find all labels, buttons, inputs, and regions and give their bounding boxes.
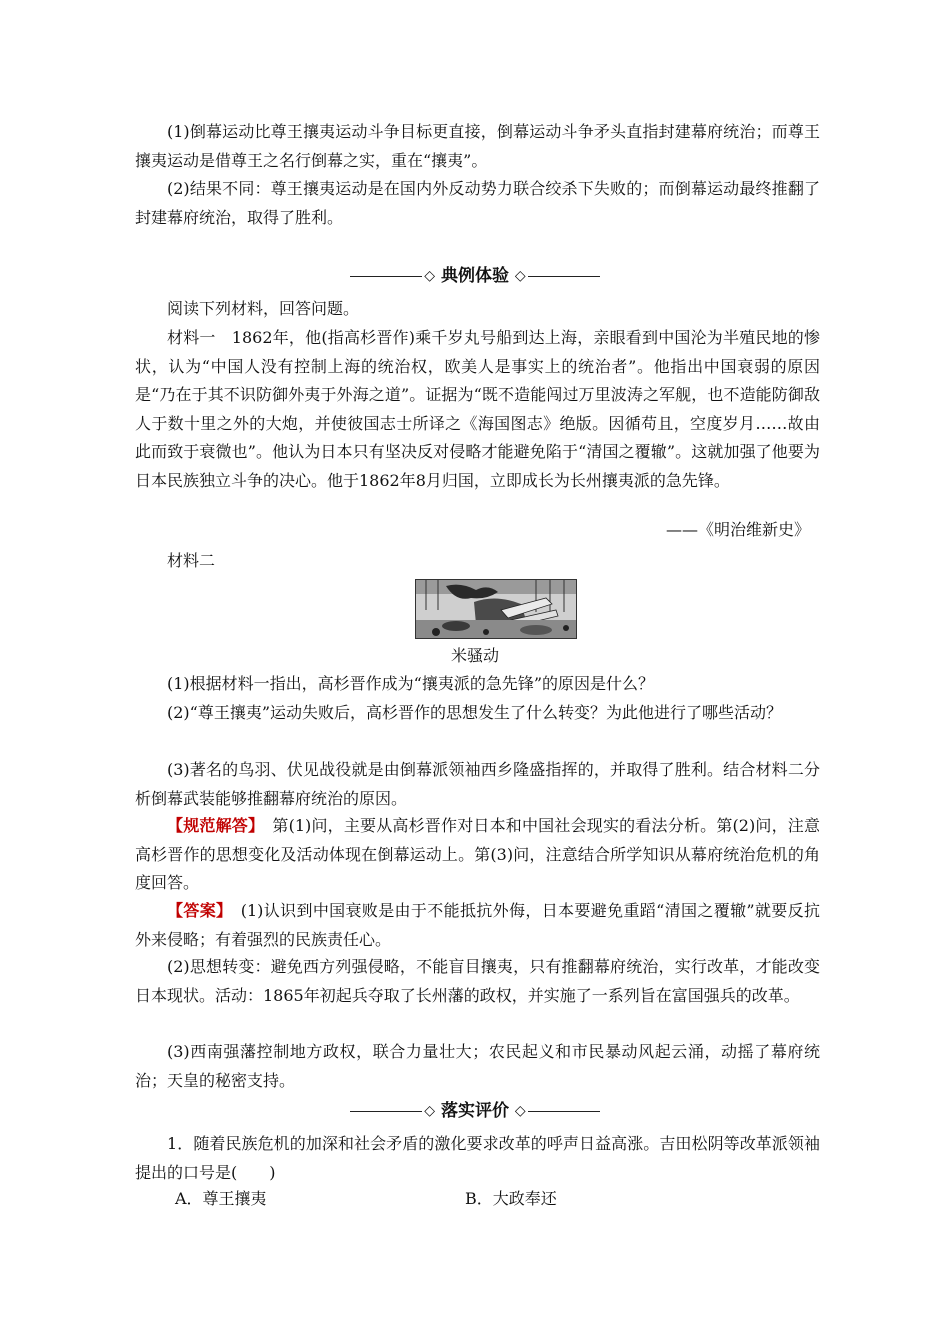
section-title: 典例体验 [441,266,509,286]
material-2-label: 材料二 [167,551,216,570]
diamond-icon: ◇ [514,1103,526,1119]
section-title: 落实评价 [441,1101,509,1121]
option-b: B．大政奉还 [465,1189,557,1208]
diamond-icon: ◇ [424,268,436,284]
guide-paragraph [135,812,820,898]
answer-paragraph-2: (2)思想转变：避免西方列强侵略，不能盲目攘夷，只有推翻幕府统治，实行改革，才能改变日本现状。活动：1865年初起兵夺取了长州藩的政权，并实施了一系列旨在富国强兵的改革。 [135,957,820,1005]
divider-line-right [528,276,600,277]
example-lead: 阅读下列材料，回答问题。 [167,299,360,318]
question-1: (1)根据材料一指出，高杉晋作成为“攘夷派的急先锋”的原因是什么？ [167,674,655,693]
answer-paragraph-1 [135,897,820,954]
intro-paragraph-2: (2)结果不同：尊王攘夷运动是在国内外反动势力联合绞杀下失败的；而倒幕运动最终推翻了封建幕府统治，取得了胜利。 [135,179,820,227]
guide-tag: 【规范解答】 [167,816,257,835]
divider-line-right [528,1111,600,1112]
divider-line-left [350,276,422,277]
answer-paragraph-3: (3)西南强藩控制地方政权，联合力量壮大；农民起义和市民暴动风起云涌，动摇了幕府统治；天皇的秘密支持。 [135,1042,820,1090]
question-2: (2)“尊王攘夷”运动失败后，高杉晋作的思想发生了什么转变？为此他进行了哪些活动？ [167,703,783,722]
question-3: (3)著名的鸟羽、伏见战役就是由倒幕派领袖西乡隆盛指挥的，并取得了胜利。结合材料二分析倒幕武装能够推翻幕府统治的原因。 [135,760,820,808]
guide-text: 第(1)问，主要从高杉晋作对日本和中国社会现实的看法分析。第(2)问，注意高杉晋作的思想变化及活动体现在倒幕运动上。第(3)问，注意结合所学知识从幕府统治危机的角度回答。 [135,816,820,892]
diamond-icon: ◇ [424,1103,436,1119]
section-header-examples [0,264,950,288]
engraving-illustration [416,580,576,638]
option-a: A．尊王攘夷 [175,1189,267,1208]
answer-text-1: (1)认识到中国衰败是由于不能抵抗外侮，日本要避免重蹈“清国之覆辙”就要反抗外来侵略；有着强烈的民族责任心。 [135,901,820,949]
answer-tag: 【答案】 [167,901,225,920]
divider-line-left [350,1111,422,1112]
material-1: 材料一 1862年，他(指高杉晋作)乘千岁丸号船到达上海，亲眼看到中国沦为半殖民地的惨状，认为“中国人没有控制上海的统治权，欧美人是事实上的统治者”。他指出中国衰弱的原因是“乃在于其不识防御外夷于外海之道”。证据为“既不造能闯过万里波涛之军舰，也不造能防御敌人于数十里之外的大炮，并使彼国志士所译之《海国图志》绝版。因循苟且，空度岁月……故由此而致于衰微也”。他认为日本只有坚决反对侵略才能避免陷于“清国之覆辙”。这就加强了他要为日本民族独立斗争的决心。他于1862年8月归国，立即成长为长州攘夷派的急先锋。 [135,328,820,490]
intro-paragraph-1: (1)倒幕运动比尊王攘夷运动斗争目标更直接，倒幕运动斗争矛头直指封建幕府统治；而尊王攘夷运动是借尊王之名行倒幕之实，重在“攘夷”。 [135,122,820,170]
figure-caption: 米骚动 [450,646,499,665]
section-header-practice [0,1099,950,1123]
diamond-icon: ◇ [514,268,526,284]
rice-riot-image [415,579,577,639]
source-citation: ——《明治维新史》 [665,520,810,539]
practice-question-1: 1．随着民族危机的加深和社会矛盾的激化要求改革的呼声日益高涨。吉田松阴等改革派领袖提出的口号是( ) [135,1134,820,1182]
